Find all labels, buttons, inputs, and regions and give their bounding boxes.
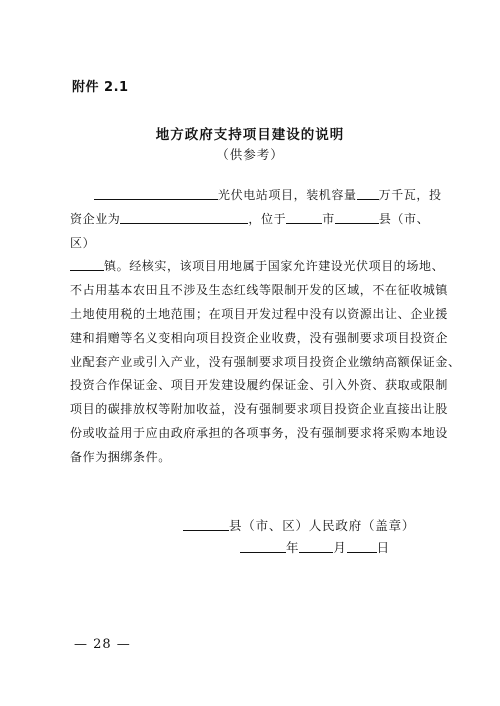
blank-city (286, 210, 322, 224)
blank-county (335, 210, 379, 224)
blank-investor (120, 210, 248, 224)
body-line: 投资合作保证金、项目开发建设履约保证金、引入外资、获取或限制 (70, 378, 449, 393)
blank-year (240, 539, 286, 553)
body-text-segment: 资企业为 (70, 211, 121, 226)
blank-day (347, 539, 377, 553)
body-line (70, 255, 445, 279)
body-line (70, 184, 442, 208)
body-line (70, 232, 432, 256)
body-line: 土地使用税的土地范围；在项目开发过程中没有以资源出让、企业援 (70, 306, 449, 321)
body-line: 项目的碳排放权等附加收益，没有强制要求项目投资企业直接出让股 (70, 402, 449, 417)
attachment-label: 附件 2.1 (72, 80, 129, 95)
blank-project-name (94, 186, 218, 200)
body-line (70, 208, 432, 232)
signature-date (240, 538, 390, 556)
date-day-label: 日 (376, 540, 390, 555)
date-month-label: 月 (333, 540, 347, 555)
document-body (70, 184, 461, 470)
body-text-segment: ，位于 (248, 211, 287, 226)
date-year-label: 年 (286, 540, 300, 555)
body-line: 不占用基本农田且不涉及生态红线等限制开发的区域，不在征收城镇 (70, 283, 449, 298)
body-line: 份或收益用于应由政府承担的各项事务，没有强制要求将采购本地设 (70, 425, 449, 440)
page-number: — 28 — (74, 637, 131, 652)
signature-government (183, 516, 415, 534)
blank-gov-name (183, 517, 229, 531)
document-subtitle: （供参考） (216, 147, 284, 162)
body-text-segment: 县（市、 (378, 211, 430, 226)
body-text-segment: 万千瓦，投 (378, 188, 442, 202)
blank-month (299, 539, 333, 553)
body-text-segment: 市 (322, 211, 335, 226)
body-line: 业配套产业或引入产业，没有强制要求项目投资企业缴纳高额保证金、 (70, 354, 461, 369)
body-text-segment: 光伏电站项目，装机容量 (218, 188, 357, 202)
body-line: 备作为捆绑条件。 (70, 449, 171, 464)
body-text-segment: 区） (70, 235, 96, 250)
blank-capacity (357, 186, 379, 200)
document-title: 地方政府支持项目建设的说明 (155, 127, 345, 143)
signature-gov-text: 县（市、区）人民政府（盖章） (229, 518, 416, 533)
body-text-segment: 镇。经核实，该项目用地属于国家允许建设光伏项目的场地、 (104, 259, 445, 274)
blank-town (70, 257, 104, 271)
body-line: 建和捐赠等名义变相向项目投资企业收费，没有强制要求项目投资企 (70, 330, 449, 345)
